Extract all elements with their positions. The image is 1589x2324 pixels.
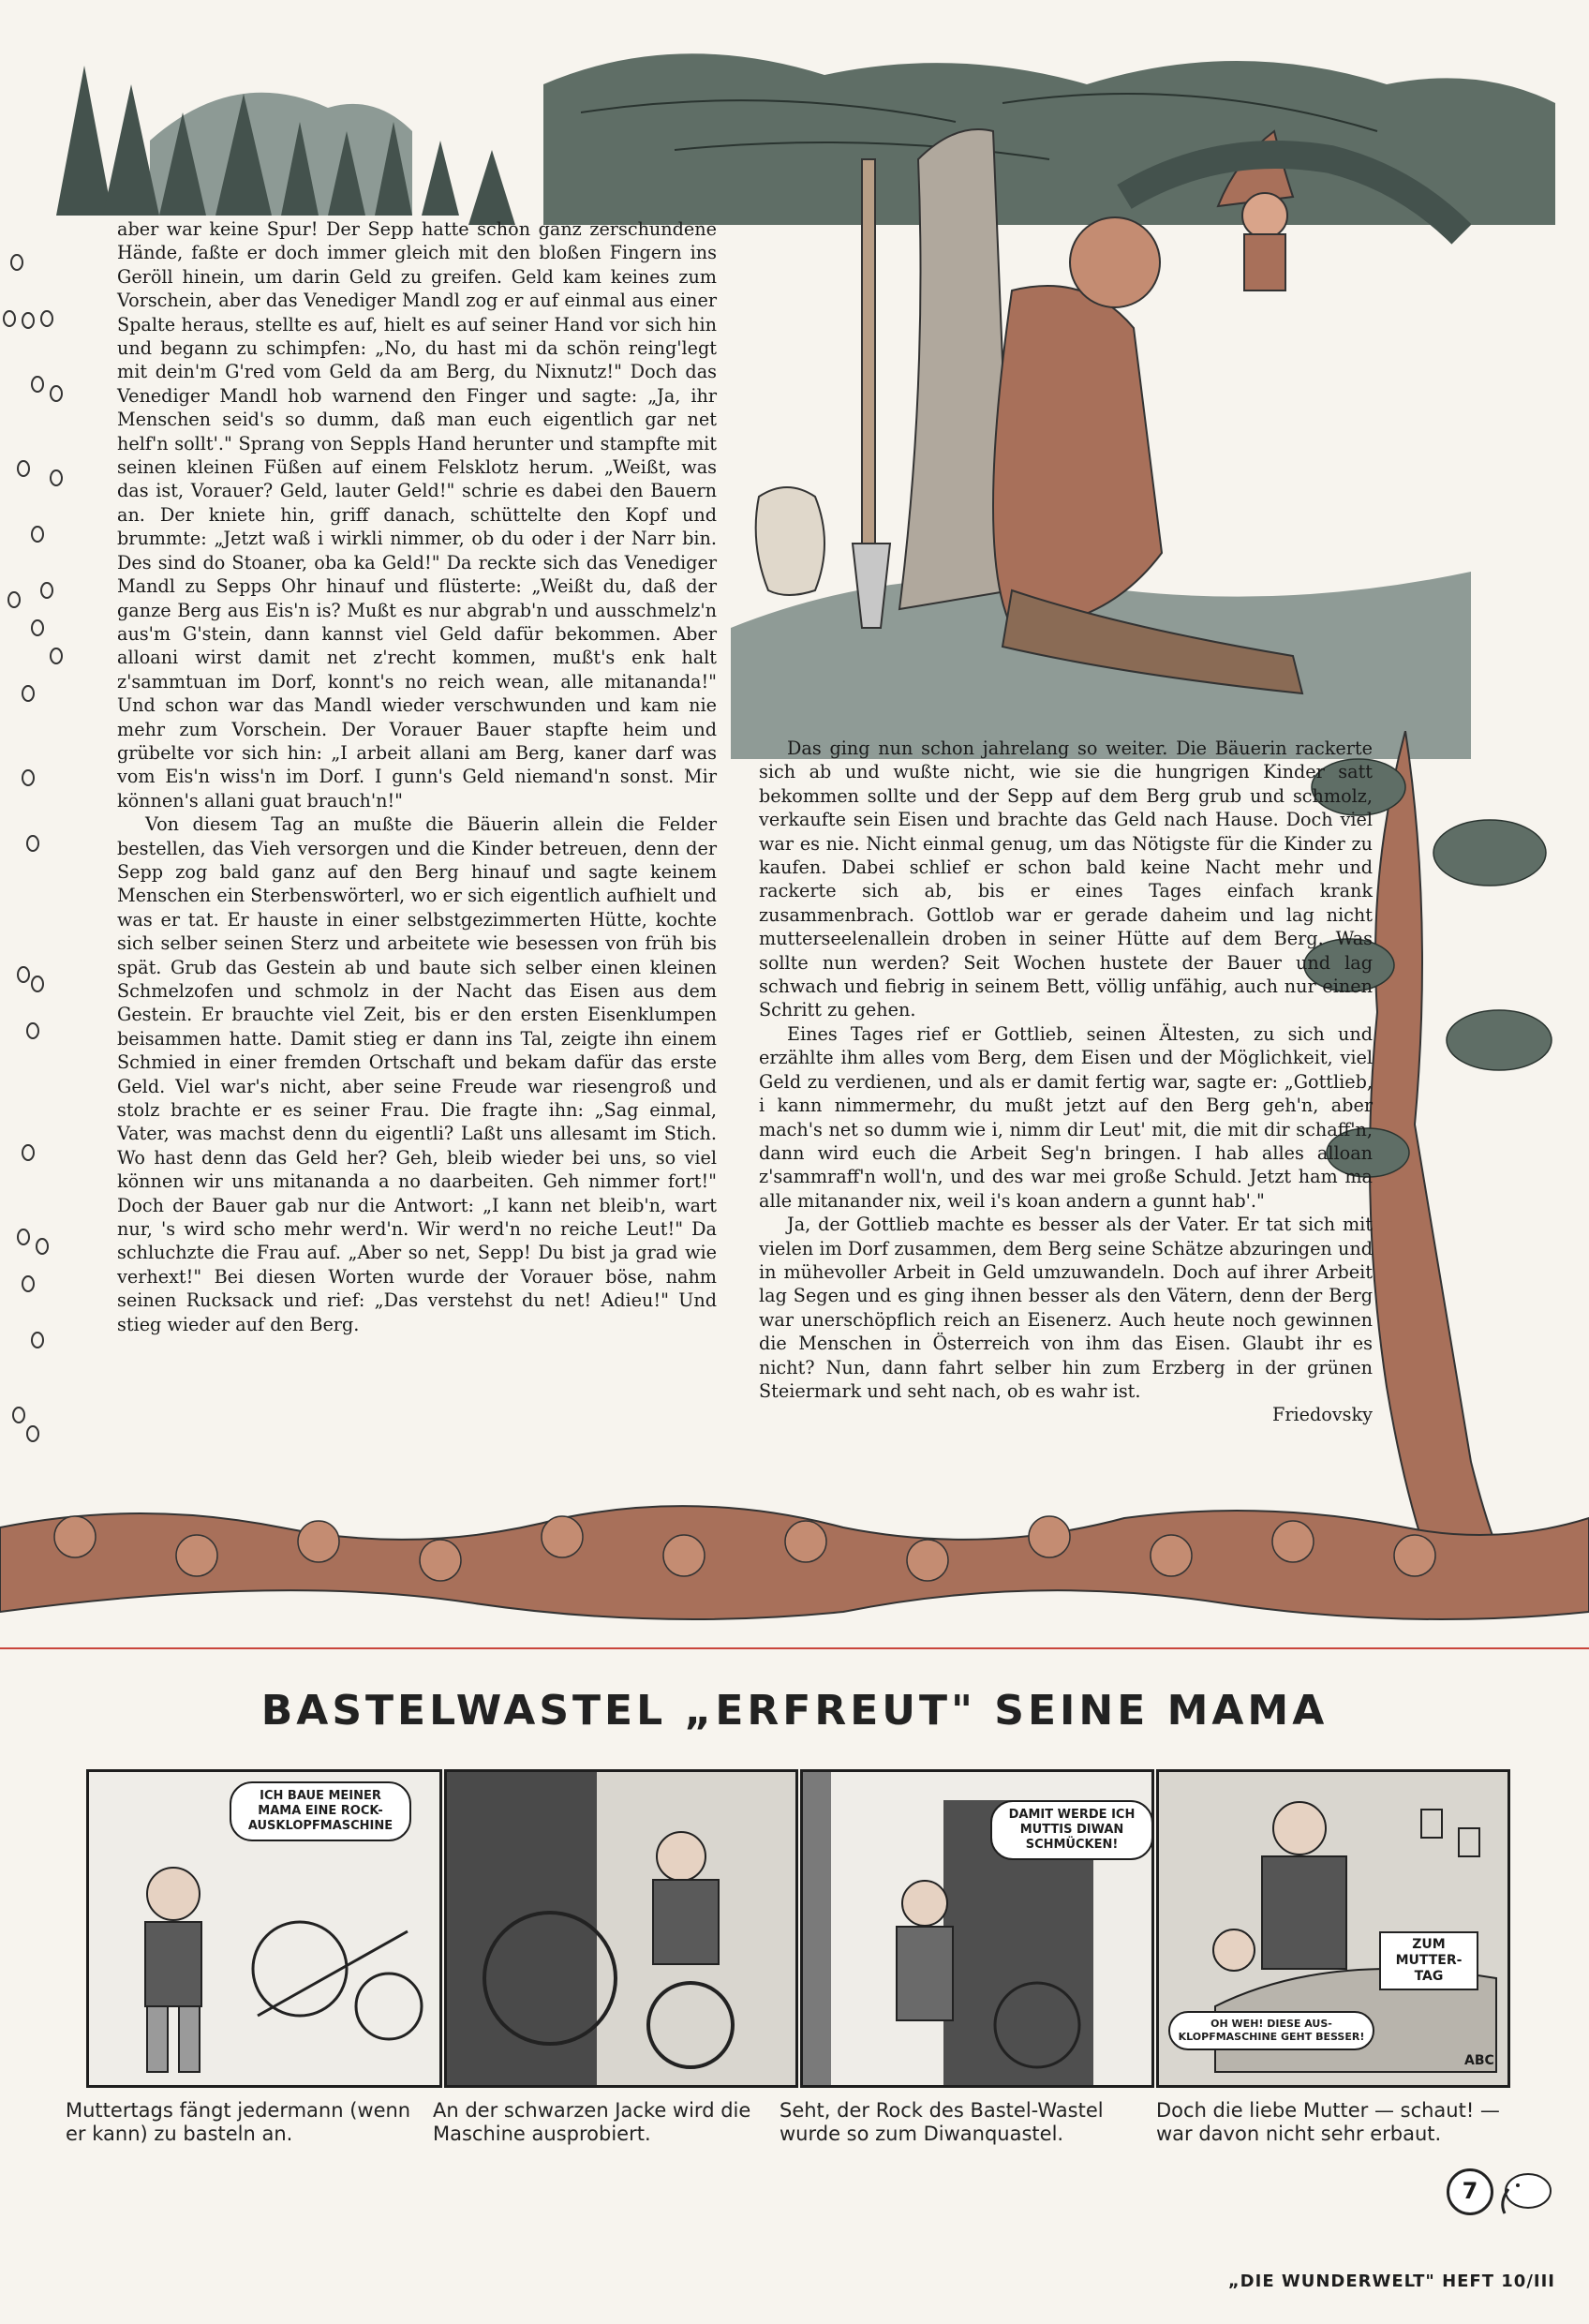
panel-2-drawing [447, 1772, 798, 2088]
story-right-column [759, 737, 1373, 1449]
caption-panel-3: Seht, der Rock des Bastel-Wastel wurde so zum Diwanquastel. [780, 2099, 1104, 2145]
caption-panel-1: Muttertags fängt jedermann (wenn er kann) zu basteln an. [66, 2099, 411, 2145]
artist-signature: ABC [1464, 2053, 1494, 2068]
story-left-column [117, 217, 717, 1464]
speech-bubble-1: ICH BAUE MEINER MAMA EINE ROCK-AUSKLOPFMASCHINE [230, 1781, 411, 1841]
story-paragraph: Das ging nun schon jahrelang so weiter. Die Bäuerin rackerte sich ab und wußte nicht, wie sie die hungrigen Kinder satt bekommen sollte und der Sepp auf dem Berg grub und schmolz, verkaufte sein Eisen und brachte das Geld nach Hause. Doch viel war es nie. Nicht einmal genug, um das Nötigste für die Kinder zu kaufen. Dabei schlief er schon bald keine Nacht mehr und rackerte sich ab, bis er eines Tages einfach krank zusammenbrach. Gottlob war er gerade daheim und lag nicht mutterseelenallein droben in seiner Hütte auf dem Berg. Was sollte nun werden? Seit Wochen hustete der Bauer und lag schwach und fiebrig in seinem Bett, völlig unfähig, auch nur einen Schritt zu gehen. [759, 737, 1373, 1021]
page-number: 7 [1447, 2168, 1493, 2215]
caption-panel-4: Doch die liebe Mutter — schaut! — war davon nicht sehr erbaut. [1156, 2099, 1500, 2145]
footer-magazine-title: „DIE WUNDERWELT" HEFT 10/III [1227, 2272, 1555, 2291]
caption-panel-2: An der schwarzen Jacke wird die Maschine ausprobiert. [433, 2099, 751, 2145]
comic-panel-4 [1156, 1769, 1510, 2088]
story-paragraph: Von diesem Tag an mußte die Bäuerin allein die Felder bestellen, das Vieh versorgen und die Kinder betreuen, denn der Sepp zog bald ganz auf den Berg hinauf und sagte keinem Menschen ein Sterbenswörterl, wo er sich eigentlich aufhielt und was er tat. Er hauste in einer selbstgezimmerten Hütte, kochte sich selber seinen Sterz und arbeitete wie besessen von früh bis spät. Grub das Gestein ab und baute sich selber einen kleinen Schmelzofen und schmolz in der Nacht das Eisen aus dem Gestein. Er brauchte viel Zeit, bis er den ersten Eisenklumpen beisammen hatte. Damit stieg er dann ins Tal, zeigte ihn einem Schmied in einer fremden Ortschaft und bekam dafür das erste Geld. Viel war's nicht, aber seine Freude war riesengroß und stolz brachte er es seiner Frau. Die fragte ihn: „Sag einmal, Vater, was machst denn du eigentli? Laßt uns allesamt im Stich. Wo hast denn das Geld her? Geh, bleib wieder bei uns, so viel können wir uns mitananda a no daarbeiten. Geh nimmer fort!" Doch der Bauer gab nur die Antwort: „I kann net bleib'n, wart nur, 's wird scho mehr werd'n. Wir werd'n no reiche Leut!" Da schluchzte die Frau auf. „Aber so net, Sepp! Du bist ja grad wie verhext!" Bei diesen Worten wurde der Vorauer böse, nahm seinen Rucksack und rief: „Das verstehst du net! Adieu!" Und stieg wieder auf den Berg. [117, 813, 717, 1335]
elephant-icon [1495, 2155, 1561, 2221]
scene-illustration-farmer-gnome [731, 103, 1471, 759]
comic-strip [86, 1769, 1510, 2088]
cushion-sign: ZUM MUTTER-TAG [1379, 1931, 1478, 1990]
author-signature: Friedovsky [1272, 1404, 1373, 1426]
coins-decoration-left [0, 244, 84, 1462]
comic-panel-2 [444, 1769, 798, 2088]
comic-title: BASTELWASTEL „ERFREUT" SEINE MAMA [260, 1687, 1329, 1735]
section-divider [0, 1647, 1589, 1649]
speech-bubble-3: DAMIT WERDE ICH MUTTIS DIWAN SCHMÜCKEN! [990, 1800, 1153, 1860]
story-paragraph: aber war keine Spur! Der Sepp hatte schon ganz zerschundene Hände, faßte er doch immer gleich mit den bloßen Fingern ins Geröll hinein, um darin Geld zu greifen. Geld kam keines zum Vorschein, aber das Venediger Mandl zog er auf einmal aus einer Spalte heraus, stellte es auf, hielt es auf seiner Hand vor sich hin und begann zu schimpfen: „No, du hast mi da schön reing'legt mit dein'm G'red vom Geld da am Berg, du Nixnutz!" Doch das Venediger Mandl hob warnend den Finger und sagte: „Ja, ihr Menschen seid's so dumm, daß man euch eigentlich gar net helf'n sollt'." Sprang von Seppls Hand herunter und stampfte mit seinen kleinen Füßen auf einem Felsklotz herum. „Weißt, was das ist, Vorauer? Geld, lauter Geld!" schrie es dabei den Bauern an. Der kniete hin, griff danach, schüttelte den Kopf und brummte: „Jetzt waß i wirkli nimmer, ob du oder i der Narr bin. Des sind do Stoaner, oba ka Geld!" Da reckte sich das Venediger Mandl zu Sepps Ohr hinauf und flüsterte: „Weißt du, daß der ganze Berg aus Eis'n is? Mußt es nur abgrab'n und ausschmelz'n aus'm G'stein, dann kannst viel Geld dafür bekommen. Aber alloani wirst damit net z'recht kommen, mußt's enk halt z'sammtuan im Dorf, konnt's no reich wean, alle mitananda!" Und schon war das Mandl wieder verschwunden und kam nie mehr zum Vorschein. Der Vorauer Bauer stapfte heim und grübelte vor sich hin: „I arbeit allani am Berg, kaner darf was vom Eis'n wiss'n im Dorf. I gunn's Geld niemand'n sonst. Mir können's allani guat brauch'n!" [117, 218, 717, 812]
story-paragraph: Eines Tages rief er Gottlieb, seinen Ältesten, zu sich und erzählte ihm alles vom Berg, dem Eisen und der Möglichkeit, viel Geld zu verdienen, und als er damit fertig war, sagte er: „Gottlieb, i kann nimmermehr, du mußt jetzt auf den Berg geh'n, aber mach's net so dumm wie i, nimm dir Leut' mit, die mit dir schaff'n, dann wird euch die Arbeit Seg'n bringen. I hab alles alloan z'sammraff'n woll'n, und des war mei große Schuld. Jetzt ham ma alle mitanander nix, weil i's koan andern a gunnt hab'." [759, 1022, 1373, 1212]
comic-panel-3 [800, 1769, 1154, 2088]
speech-bubble-4: OH WEH! DIESE AUS-KLOPFMASCHINE GEHT BESSER! [1168, 2011, 1374, 2050]
gnome-border-illustration [0, 1462, 1589, 1631]
comic-panel-1 [86, 1769, 442, 2088]
story-paragraph: Ja, der Gottlieb machte es besser als der Vater. Er tat sich mit vielen im Dorf zusammen, dem Berg seine Schätze abzuringen und in mühevoller Arbeit in Geld umzuwandeln. Doch auf ihrer Arbeit lag Segen und es ging ihnen besser als den Vätern, denn der Berg war unerschöpflich reich an Eisenerz. Auch heute noch gewinnen die Menschen in Österreich von ihm das Eisen. Glaubt ihr es nicht? Nun, dann fahrt selber hin zum Erzberg in der grünen Steiermark und seht nach, ob es wahr ist. [759, 1214, 1373, 1402]
